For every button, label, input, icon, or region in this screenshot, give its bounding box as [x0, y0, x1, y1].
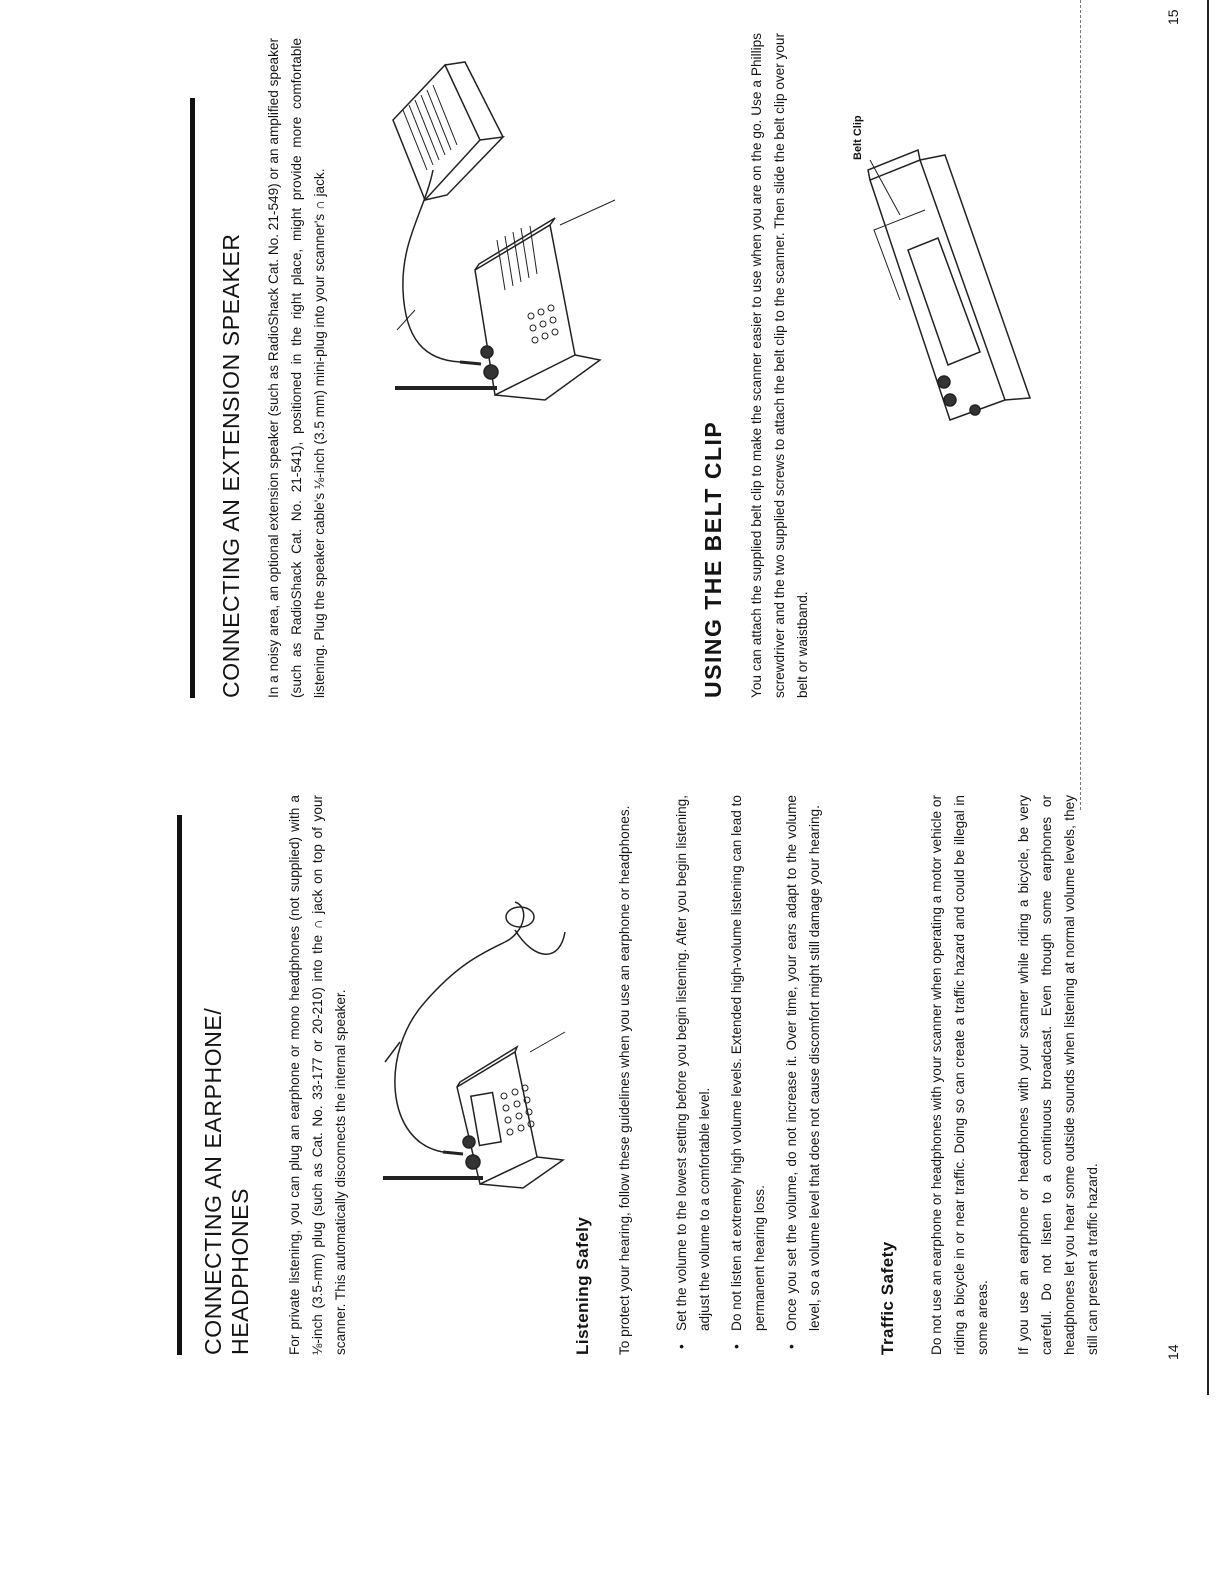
belt-clip-paragraph: You can attach the supplied belt clip to make the scanner easier to use when you are on the go. Use a Phillips screwdriver and the two supplied screws to attach the belt clip to the scanner. Then slide the belt clip over your belt or waistband. [749, 33, 810, 698]
list-item: • Do not listen at extremely high volume levels. Extended high-volume listening can lead to permanent hearing loss. [725, 795, 771, 1355]
listening-guidelines-list [670, 795, 835, 1355]
page-number-14: 14 [1165, 1344, 1181, 1360]
traffic-paragraph-1: Do not use an earphone or headphones with your scanner when operating a motor vehicle or riding a bicycle in or near traffic. Doing so can create a traffic hazard and could be illegal in some areas. [929, 795, 990, 1355]
page-number-15: 15 [1165, 9, 1181, 25]
scan-baseline [1207, 0, 1209, 1395]
section-rule [190, 98, 195, 698]
list-item: • Set the volume to the lowest setting before you begin listening. After you begin listening, adjust the volume to a comfortable level. [670, 795, 716, 1355]
belt-clip-title: USING THE BELT CLIP [700, 420, 726, 698]
extension-speaker-title: CONNECTING AN EXTENSION SPEAKER [218, 233, 244, 698]
earphone-intro-paragraph: For private listening, you can plug an earphone or mono headphones (not supplied) with a ⅛-inch (3.5-mm) plug (such as Cat. No. 33-177 or 20-210) into the ∩ jack on top of your scanner. This automatically disconnects the internal speaker. [287, 795, 348, 1355]
page-14 [0, 790, 1224, 1580]
extension-speaker-illustration [385, 60, 655, 440]
list-item: • Once you set the volume, do not increase it. Over time, your ears adapt to the volume level, so a volume level that does not cause discomfort might still damage your hearing. [780, 795, 826, 1355]
earphone-illustration [365, 872, 575, 1202]
section-rule [177, 815, 182, 1355]
belt-clip-illustration [830, 40, 1060, 460]
earphone-section-title: CONNECTING AN EARPHONE/ HEADPHONES [200, 1007, 253, 1355]
belt-clip-label: Belt Clip [852, 115, 864, 160]
listening-safely-heading: Listening Safely [573, 1216, 592, 1355]
extension-speaker-paragraph: In a noisy area, an optional extension speaker (such as RadioShack Cat. No. 21-549) or an amplified speaker (such as RadioShack Cat. No. 21-541), positioned in the right place, might provide more comfortable listening. Plug the speaker cable's ⅛-inch (3.5 mm) mini-plug into your scanner's ∩ jack. [266, 38, 327, 698]
traffic-paragraph-2: If you use an earphone or headphones with your scanner while riding a bicycle, be very careful. Do not listen to a continuous broadcast. Even though some earphones or headphones let you hear some outside sounds when listening at normal volume levels, they still can present a traffic hazard. [1016, 795, 1100, 1355]
traffic-safety-heading: Traffic Safety [878, 1241, 897, 1355]
listening-intro-paragraph: To protect your hearing, follow these guidelines when you use an earphone or headphones. [617, 805, 632, 1355]
